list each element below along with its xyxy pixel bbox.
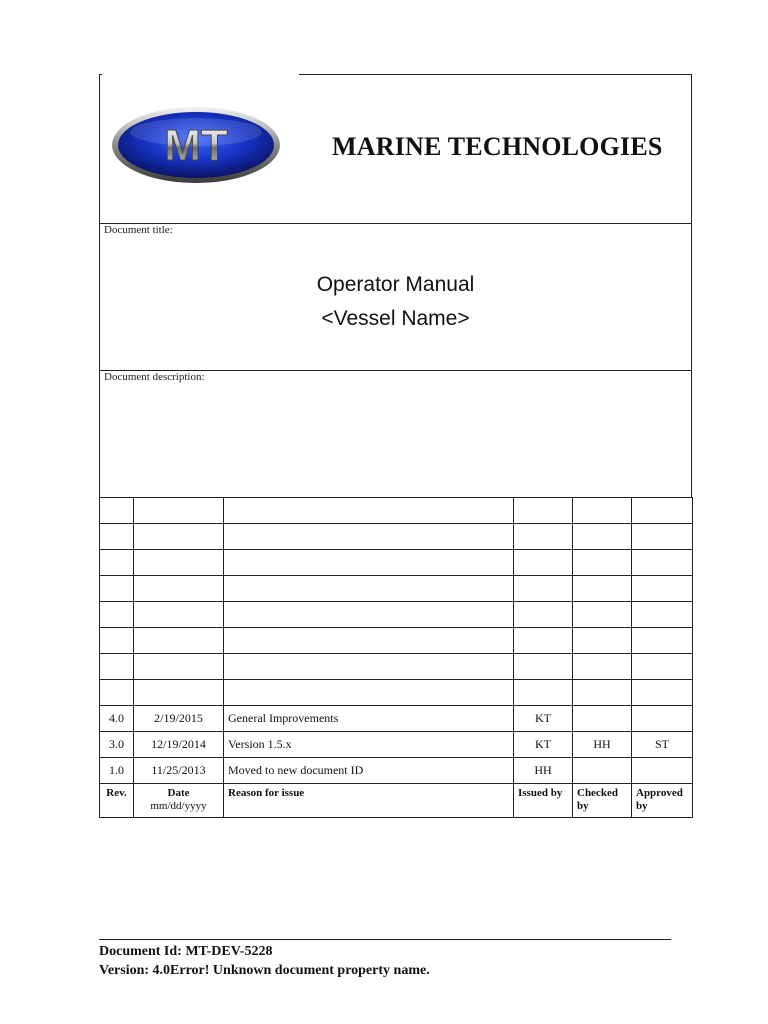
revision-date-cell: [134, 550, 224, 576]
revision-date-cell: [134, 498, 224, 524]
revision-approved-by-cell: [632, 602, 693, 628]
company-name: MARINE TECHNOLOGIES: [332, 132, 663, 161]
header-rev: Rev.: [100, 784, 134, 818]
revision-reason-cell: [224, 628, 514, 654]
revision-reason-cell: Version 1.5.x: [224, 732, 514, 758]
document-id: Document Id: MT-DEV-5228: [99, 944, 273, 959]
revision-reason-cell: [224, 550, 514, 576]
revision-rev-cell: [100, 602, 134, 628]
revision-table: [99, 497, 693, 818]
title-section: [99, 223, 692, 371]
revision-approved-by-cell: [632, 550, 693, 576]
revision-approved-by-cell: [632, 576, 693, 602]
revision-rev-cell: 1.0: [100, 758, 134, 784]
revision-issued-by-cell: KT: [514, 706, 573, 732]
revision-approved-by-cell: [632, 524, 693, 550]
revision-rev-cell: [100, 654, 134, 680]
revision-date-cell: 2/19/2015: [134, 706, 224, 732]
revision-row: [100, 550, 693, 576]
revision-checked-by-cell: [573, 680, 632, 706]
revision-row: [100, 732, 693, 758]
revision-row: [100, 576, 693, 602]
revision-checked-by-cell: [573, 550, 632, 576]
revision-reason-cell: Moved to new document ID: [224, 758, 514, 784]
revision-row: [100, 498, 693, 524]
revision-reason-cell: [224, 576, 514, 602]
revision-reason-cell: [224, 680, 514, 706]
revision-date-cell: [134, 602, 224, 628]
revision-checked-by-cell: [573, 628, 632, 654]
document-version: Version: 4.0Error! Unknown document property name.: [99, 963, 430, 978]
revision-approved-by-cell: [632, 654, 693, 680]
revision-checked-by-cell: [573, 602, 632, 628]
document-title-label: Document title:: [104, 224, 173, 236]
revision-date-cell: 12/19/2014: [134, 732, 224, 758]
document-description-label: Document description:: [104, 371, 205, 383]
revision-issued-by-cell: [514, 550, 573, 576]
revision-issued-by-cell: [514, 628, 573, 654]
header-reason: Reason for issue: [224, 784, 514, 818]
revision-reason-cell: [224, 524, 514, 550]
revision-checked-by-cell: [573, 654, 632, 680]
title-line-1: Operator Manual: [316, 273, 475, 296]
revision-checked-by-cell: [573, 498, 632, 524]
revision-issued-by-cell: [514, 680, 573, 706]
revision-issued-by-cell: [514, 602, 573, 628]
title-line-2: <Vessel Name>: [321, 307, 470, 330]
header-issued-by: Issued by: [514, 784, 573, 818]
revision-date-cell: 11/25/2013: [134, 758, 224, 784]
revision-approved-by-cell: [632, 680, 693, 706]
revision-row: [100, 628, 693, 654]
revision-approved-by-cell: [632, 706, 693, 732]
header-approved-by: Approved by: [632, 784, 693, 818]
revision-checked-by-cell: [573, 576, 632, 602]
revision-reason-cell: [224, 654, 514, 680]
revision-issued-by-cell: [514, 524, 573, 550]
revision-date-cell: [134, 524, 224, 550]
revision-row: [100, 654, 693, 680]
revision-approved-by-cell: [632, 758, 693, 784]
revision-rev-cell: 3.0: [100, 732, 134, 758]
revision-rev-cell: [100, 680, 134, 706]
document-title: [100, 268, 691, 336]
revision-rev-cell: [100, 576, 134, 602]
description-section: [99, 370, 692, 498]
revision-date-cell: [134, 628, 224, 654]
revision-rev-cell: 4.0: [100, 706, 134, 732]
revision-checked-by-cell: [573, 706, 632, 732]
logo-letters: MT: [164, 121, 228, 170]
revision-reason-cell: [224, 498, 514, 524]
revision-issued-by-cell: KT: [514, 732, 573, 758]
header-date-format: mm/dd/yyyy: [150, 800, 207, 812]
revision-row: [100, 524, 693, 550]
revision-checked-by-cell: HH: [573, 732, 632, 758]
revision-date-cell: [134, 680, 224, 706]
revision-issued-by-cell: [514, 576, 573, 602]
revision-row: [100, 706, 693, 732]
revision-rev-cell: [100, 550, 134, 576]
header-checked-by: Checked by: [573, 784, 632, 818]
mt-logo: [110, 104, 282, 186]
header-section: [99, 74, 692, 224]
revision-checked-by-cell: [573, 758, 632, 784]
revision-rev-cell: [100, 524, 134, 550]
header-date-label: Date: [167, 787, 190, 799]
revision-approved-by-cell: ST: [632, 732, 693, 758]
document-frame: [99, 74, 692, 815]
header-date: [134, 784, 224, 818]
footer: [99, 939, 671, 980]
revision-row: [100, 680, 693, 706]
revision-row: [100, 758, 693, 784]
revision-approved-by-cell: [632, 498, 693, 524]
revision-date-cell: [134, 576, 224, 602]
revision-approved-by-cell: [632, 628, 693, 654]
revision-issued-by-cell: [514, 498, 573, 524]
revision-header-row: [100, 784, 693, 818]
revision-reason-cell: General Improvements: [224, 706, 514, 732]
revision-issued-by-cell: HH: [514, 758, 573, 784]
revision-rev-cell: [100, 498, 134, 524]
revision-checked-by-cell: [573, 524, 632, 550]
revision-rev-cell: [100, 628, 134, 654]
revision-date-cell: [134, 654, 224, 680]
revision-reason-cell: [224, 602, 514, 628]
revision-issued-by-cell: [514, 654, 573, 680]
revision-row: [100, 602, 693, 628]
